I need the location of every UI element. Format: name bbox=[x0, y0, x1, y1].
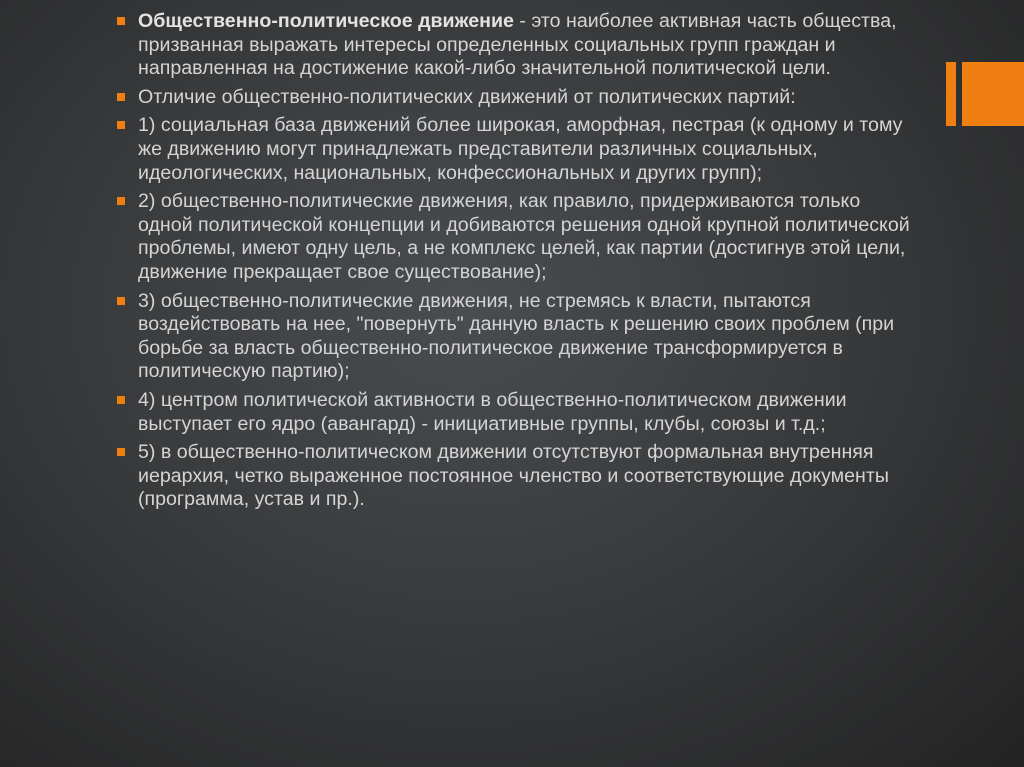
square-bullet-icon bbox=[117, 17, 125, 25]
list-item-text: 2) общественно-политические движения, как правило, придерживаются только одной политической концепции и добиваются решения одной крупной политической проблемы, имеют одну цель, а не комплекс целей, как партии (достигнув этой цели, движение прекращает свое существование); bbox=[138, 190, 910, 283]
list-item-text: 3) общественно-политические движения, не стремясь к власти, пытаются воздействовать на нее, "повернуть" данную власть к решению своих проблем (при борьбе за власть общественно-политическое движение трансформируется в политическую партию); bbox=[138, 289, 895, 383]
accent-wide-bar bbox=[962, 62, 1024, 126]
square-bullet-icon bbox=[117, 297, 125, 305]
square-bullet-icon bbox=[117, 396, 125, 404]
list-item-text: 4) центром политической активности в общественно-политическом движении выступает его ядро (авангард) - инициативные группы, клубы, союзы и т.д.; bbox=[138, 388, 847, 435]
list-item-difference-3 bbox=[116, 290, 916, 384]
definition-term: Общественно-политическое движение bbox=[138, 10, 514, 32]
list-item-text: Отличие общественно-политических движений от политических партий: bbox=[138, 85, 796, 108]
list-item-differences-heading bbox=[116, 86, 916, 110]
list-item-difference-1 bbox=[116, 114, 916, 185]
square-bullet-icon bbox=[117, 448, 125, 456]
list-item-text: 1) социальная база движений более широкая, аморфная, пестрая (к одному и тому же движению могут принадлежать представители различных социальных, идеологических, национальных, конфессиональных и других групп); bbox=[138, 114, 903, 184]
list-item-text: 5) в общественно-политическом движении отсутствуют формальная внутренняя иерархия, четко выраженное постоянное членство и соответствующие документы (программа, устав и пр.). bbox=[138, 441, 889, 511]
square-bullet-icon bbox=[117, 121, 125, 129]
list-item-difference-2 bbox=[116, 190, 916, 284]
orange-accent-decoration bbox=[946, 62, 1024, 126]
definition-text: - это наиболее активная часть общества, призванная выражать интересы определенных социальных групп граждан и направленная на достижение какой-либо значительной политической цели. bbox=[138, 10, 897, 80]
accent-thin-bar bbox=[946, 62, 956, 126]
list-item-definition bbox=[116, 10, 916, 81]
list-item-difference-5 bbox=[116, 441, 916, 512]
square-bullet-icon bbox=[117, 197, 125, 205]
bullet-list bbox=[116, 10, 916, 517]
list-item-difference-4 bbox=[116, 389, 916, 436]
square-bullet-icon bbox=[117, 93, 125, 101]
